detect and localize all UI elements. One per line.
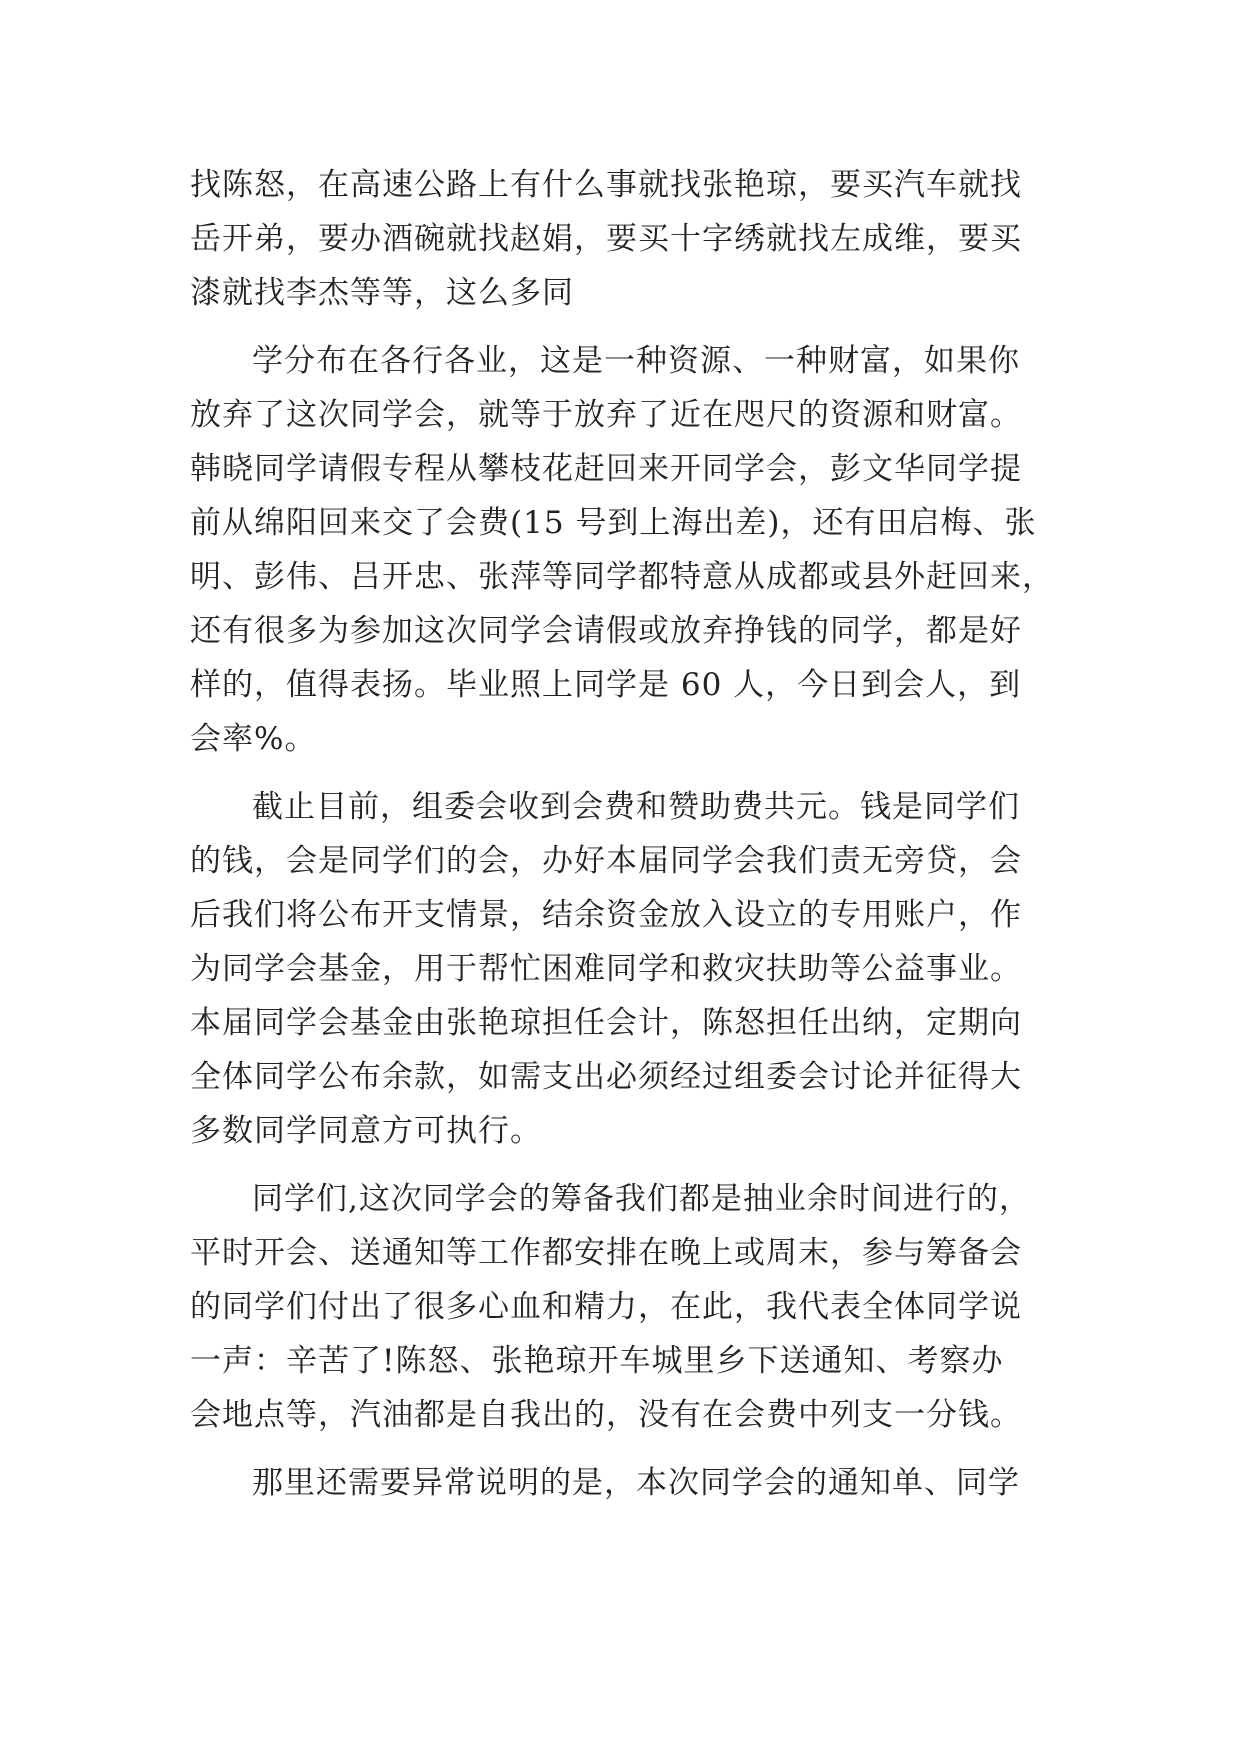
text-line: 找陈怒，在高速公路上有什么事就找张艳琼，要买汽车就找: [190, 167, 1022, 203]
text-line: 岳开弟，要办酒碗就找赵娟，要买十字绣就找左成维，要买: [190, 221, 1022, 257]
text-line: 还有很多为参加这次同学会请假或放弃挣钱的同学，都是好: [190, 613, 1022, 649]
text-line: 前从绵阳回来交了会费(15 号到上海出差)，还有田启梅、张: [190, 505, 1037, 541]
text-line: 的钱，会是同学们的会，办好本届同学会我们责无旁贷，会: [190, 843, 1022, 879]
paragraph-first-line: 学分布在各行各业，这是一种资源、一种财富，如果你: [252, 343, 1020, 379]
text-line: 明、彭伟、吕开忠、张萍等同学都特意从成都或县外赶回来，: [190, 559, 1054, 595]
text-line: 多数同学同意方可执行。: [190, 1113, 542, 1149]
text-line: 平时开会、送通知等工作都安排在晚上或周末，参与筹备会: [190, 1235, 1022, 1271]
text-line: 样的，值得表扬。毕业照上同学是 60 人，今日到会人，到: [190, 667, 1022, 703]
text-line: 本届同学会基金由张艳琼担任会计，陈怒担任出纳，定期向: [190, 1005, 1022, 1041]
text-line: 一声：辛苦了!陈怒、张艳琼开车城里乡下送通知、考察办: [190, 1343, 1004, 1379]
text-line: 漆就找李杰等等，这么多同: [190, 275, 574, 311]
text-line: 为同学会基金，用于帮忙困难同学和救灾扶助等公益事业。: [190, 951, 1022, 987]
text-line: 后我们将公布开支情景，结余资金放入设立的专用账户，作: [190, 897, 1022, 933]
text-line: 全体同学公布余款，如需支出必须经过组委会讨论并征得大: [190, 1059, 1022, 1095]
text-line: 的同学们付出了很多心血和精力，在此，我代表全体同学说: [190, 1289, 1022, 1325]
paragraph-first-line: 那里还需要异常说明的是，本次同学会的通知单、同学: [252, 1465, 1020, 1501]
text-line: 会地点等，汽油都是自我出的，没有在会费中列支一分钱。: [190, 1397, 1022, 1433]
text-line: 会率%。: [190, 721, 317, 757]
paragraph-first-line: 截止目前，组委会收到会费和赞助费共元。钱是同学们: [252, 789, 1020, 825]
text-line: 韩晓同学请假专程从攀枝花赶回来开同学会，彭文华同学提: [190, 451, 1022, 487]
document-body: [190, 158, 1054, 1510]
paragraph-first-line: 同学们,这次同学会的筹备我们都是抽业余时间进行的，: [252, 1181, 1031, 1217]
text-line: 放弃了这次同学会，就等于放弃了近在咫尺的资源和财富。: [190, 397, 1022, 433]
